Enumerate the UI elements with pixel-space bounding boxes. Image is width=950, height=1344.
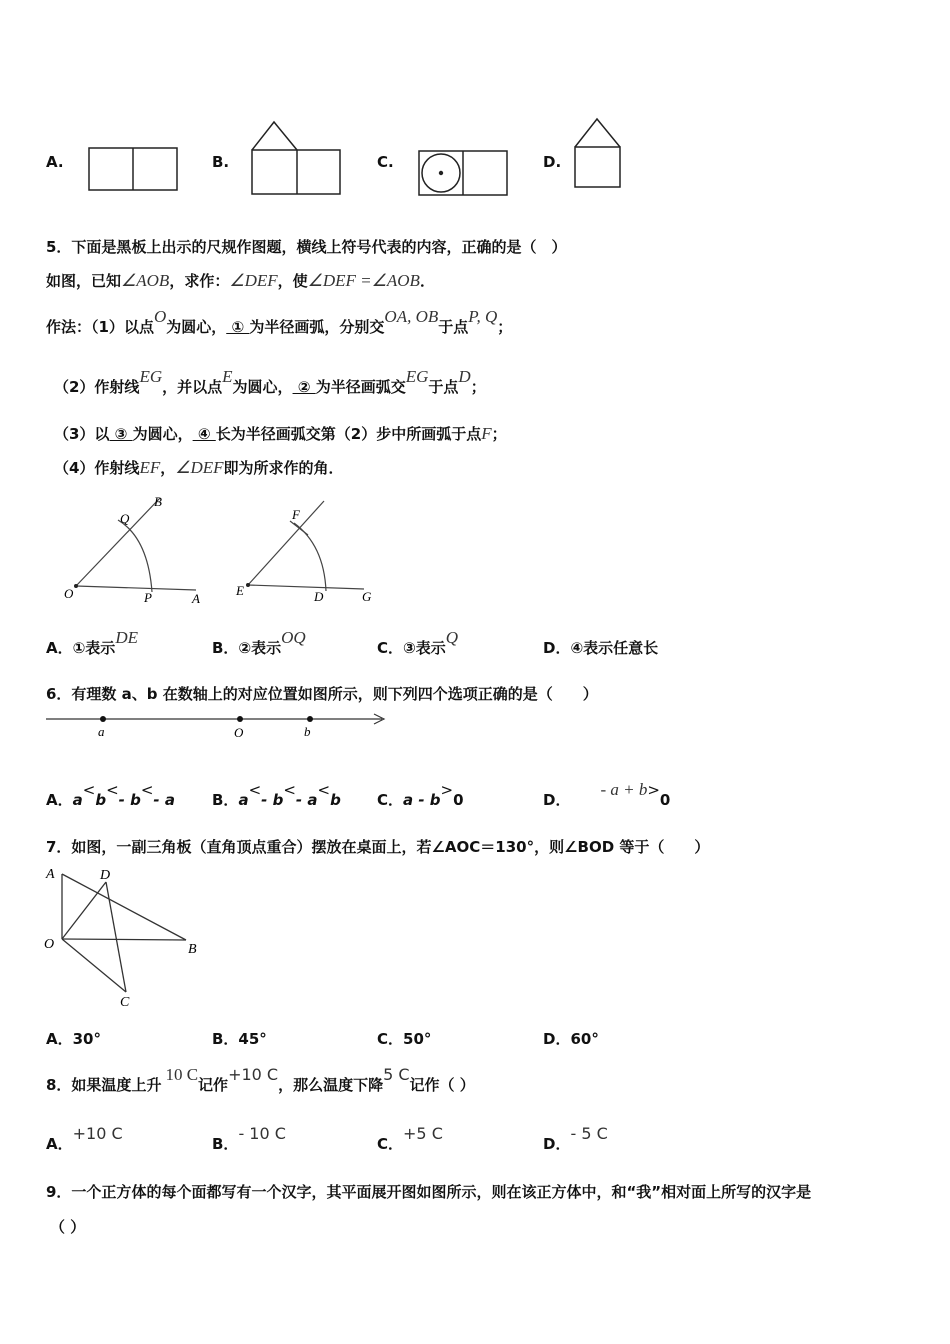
q7-option-d: D．60°: [543, 1030, 599, 1048]
q7-label-b: B: [188, 942, 197, 957]
q7-label-d: D: [100, 868, 111, 883]
q5-fig1-label-b: B: [154, 494, 162, 509]
q5-option-c: C．③表示Q: [377, 628, 458, 657]
q5-fig1-label-o: O: [64, 586, 74, 601]
q4-option-d-figure: [571, 115, 625, 191]
q7-option-b: B．45°: [212, 1030, 267, 1048]
q6-number-line: [44, 708, 394, 744]
q6-option-a: A．a<b<- b<- a: [46, 781, 175, 809]
q6-option-c: C．a - b>0: [377, 781, 464, 809]
q9-paren: （ ）: [50, 1218, 86, 1236]
q4-option-a-label: A.: [46, 153, 64, 171]
q7-label-o: O: [44, 937, 55, 952]
q5-given-line: 如图，已知∠AOB，求作：∠DEF，使∠DEF =∠AOB．: [46, 271, 435, 290]
q5-option-b: B．②表示OQ: [212, 628, 306, 657]
q5-step2: （2）作射线EG，并以点E为圆心， ② 为半径画弧交EG于点D；: [54, 367, 486, 396]
q6-option-b: B．a<- b<- a<b: [212, 781, 341, 809]
q4-option-b-label: B.: [212, 153, 230, 171]
q8-title: 8．如果温度上升10 C记作+10 C，那么温度下降5 C记作（ ）: [46, 1065, 475, 1094]
q7-option-c: C．50°: [377, 1030, 432, 1048]
q5-step1: 作法：（1）以点O为圆心， ① 为半径画弧，分别交OA, OB于点P, Q；: [46, 307, 513, 336]
q5-fig2-label-f: F: [292, 507, 300, 522]
q4-option-a-figure: [86, 145, 181, 193]
q5-fig1-label-a: A: [192, 591, 200, 606]
q7-title: 7．如图，一副三角板（直角顶点重合）摆放在桌面上，若∠AOC＝130°，则∠BOD 等于（ ）: [46, 838, 710, 856]
q5-fig1-label-p: P: [144, 590, 152, 605]
q5-option-d: D．④表示任意长: [543, 639, 659, 657]
q6-axis-label-o: O: [234, 725, 244, 740]
q7-label-a: A: [46, 867, 55, 882]
q5-fig1-label-q: Q: [120, 511, 130, 526]
q4-option-d-label: D.: [543, 153, 562, 171]
q5-step3: （3）以 ③ 为圆心， ④ 长为半径画弧交第（2）步中所画弧于点F；: [54, 424, 507, 443]
q4-option-c-figure: [416, 148, 512, 198]
q5-figure-def: [232, 495, 392, 610]
q8-option-a: A．+10 C: [46, 1124, 123, 1153]
q5-option-a: A．①表示DE: [46, 628, 138, 657]
q6-axis-label-a: a: [98, 724, 105, 739]
q5-fig2-label-e: E: [236, 583, 244, 598]
q5-title: 5．下面是黑板上出示的尺规作图题，横线上符号代表的内容，正确的是（ ）: [46, 238, 567, 256]
q8-option-c: C．+5 C: [377, 1124, 443, 1153]
q6-axis-label-b: b: [304, 724, 311, 739]
q4-option-b-figure: [248, 118, 344, 198]
q9-title: 9．一个正方体的每个面都写有一个汉字，其平面展开图如图所示，则在该正方体中，和“我”相对面上所写的汉字是: [46, 1183, 812, 1201]
q4-option-c-label: C.: [377, 153, 394, 171]
q5-figure-aob: [60, 490, 220, 610]
q5-fig2-label-d: D: [314, 589, 324, 604]
q8-option-b: B．- 10 C: [212, 1124, 286, 1153]
q8-option-d: D．- 5 C: [543, 1124, 608, 1153]
q7-option-a: A．30°: [46, 1030, 101, 1048]
q7-label-c: C: [120, 995, 130, 1010]
q5-fig2-label-g: G: [362, 589, 372, 604]
q7-figure-triangles: [40, 862, 210, 1010]
q6-option-d: D．- a + b>0: [543, 780, 671, 809]
q5-step4: （4）作射线EF，∠DEF即为所求作的角．: [54, 458, 344, 477]
q6-title: 6．有理数 a、b 在数轴上的对应位置如图所示，则下列四个选项正确的是（ ）: [46, 685, 598, 703]
